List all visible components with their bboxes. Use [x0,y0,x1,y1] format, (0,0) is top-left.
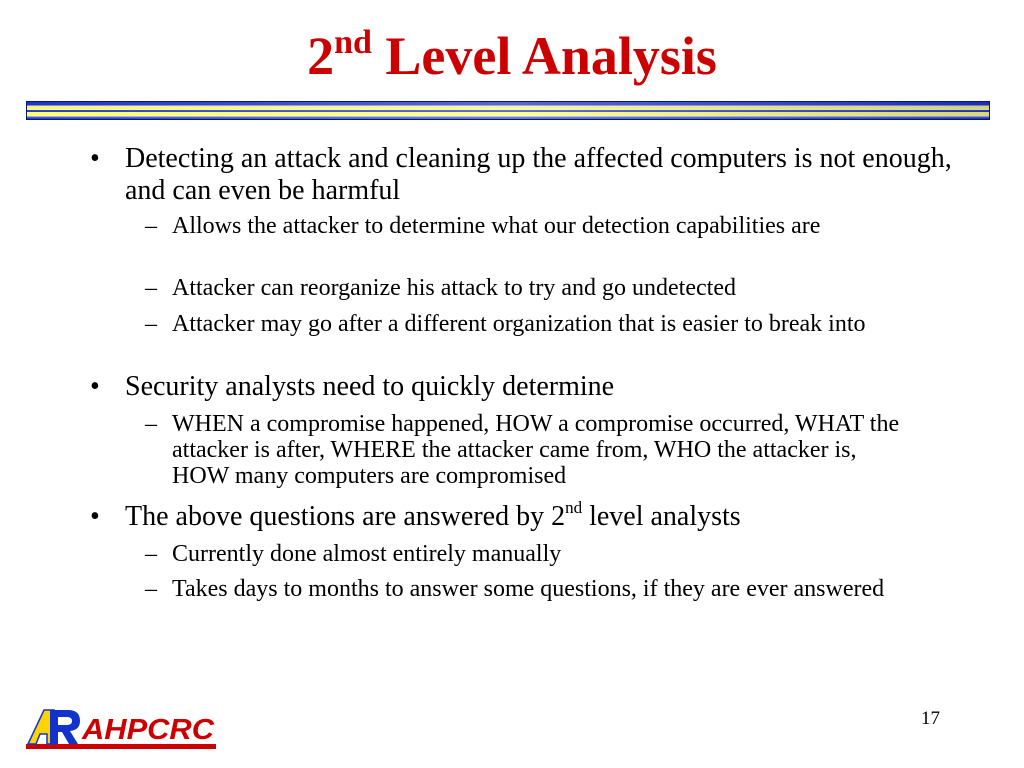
bullet-dot: • [90,501,100,532]
sub-bullet-dash: – [145,311,157,337]
sub-bullet-text: Takes days to months to answer some questions, if they are ever answered [172,576,885,602]
sub-bullet-text: WHEN a compromise happened, HOW a compromise occurred, WHAT the attacker is after, WHERE the attacker came from, WHO the attacker is, HOW many computers are compromised [172,411,900,489]
title-rest: Level Analysis [371,26,717,86]
bullet-text-after: level analysts [582,501,741,532]
sub-bullet-dash: – [145,411,157,437]
ahpcrc-logo [24,706,220,752]
sub-bullet-text: Attacker can reorganize his attack to try and go undetected [172,275,736,301]
slide-title [0,20,1024,92]
title-prefix: 2 [307,26,335,86]
bullet-text: Security analysts need to quickly determine [125,371,615,402]
sub-bullet-dash: – [145,541,157,567]
logo-wordmark: AHPCRC [80,714,216,746]
bullet-text-before: The above questions are answered by 2 [125,501,566,532]
title-superscript: nd [334,24,372,61]
bullet-text: Detecting an attack and cleaning up the affected computers is not enough, and can even be harmful [125,143,952,206]
logo-letter-r [50,710,80,744]
bullet-text-superscript: nd [565,497,583,517]
sub-bullet-text: Attacker may go after a different organization that is easier to break into [172,311,866,337]
bullet-dot: • [90,371,100,402]
sub-bullet-dash: – [145,576,157,602]
bullet-dot: • [90,143,100,174]
sub-bullet-dash: – [145,213,157,239]
title-divider-bar [26,101,990,120]
sub-bullet-text: Currently done almost entirely manually [172,541,562,567]
bullet-text [125,497,955,533]
sub-bullet-dash: – [145,275,157,301]
sub-bullet-text: Allows the attacker to determine what our detection capabilities are [172,213,821,239]
page-number: 17 [921,708,940,729]
